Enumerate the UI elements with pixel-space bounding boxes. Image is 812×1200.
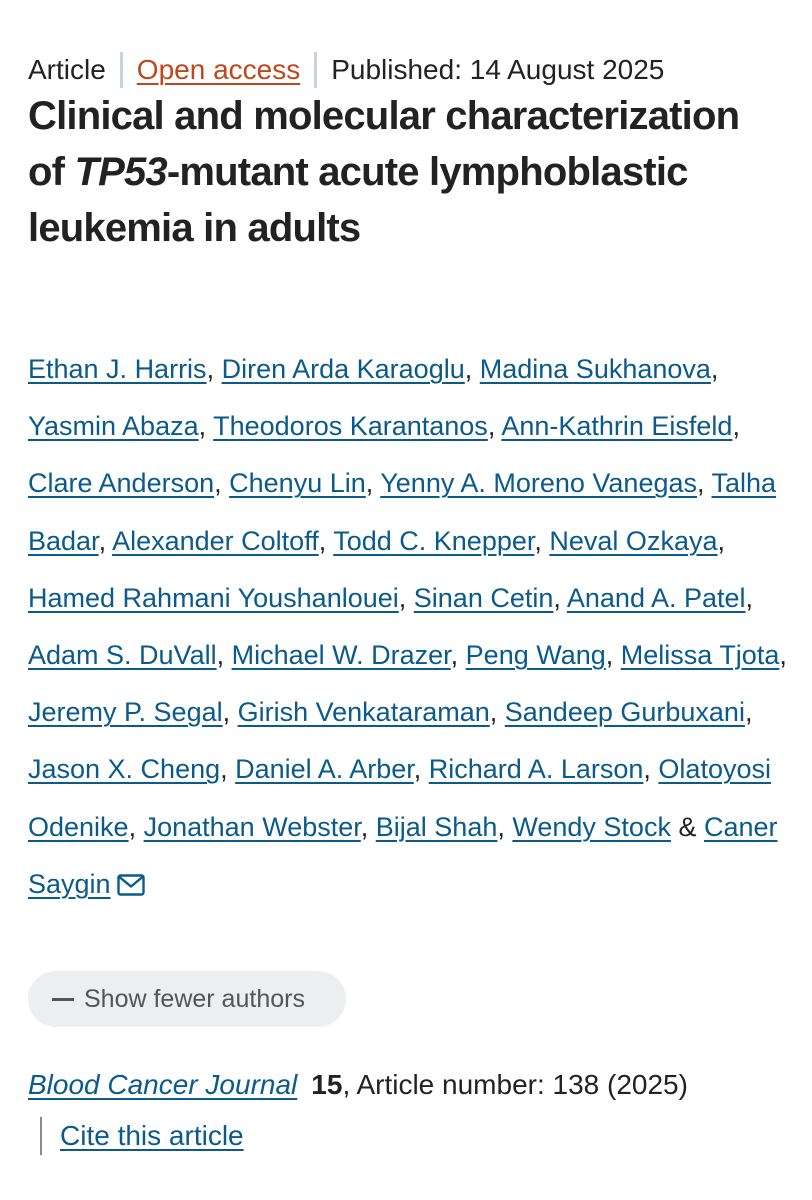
cite-section xyxy=(40,1116,244,1156)
author-link[interactable]: Todd C. Knepper xyxy=(333,525,535,556)
author-link[interactable]: Theodoros Karantanos xyxy=(213,411,488,442)
title-text-start: Clinical and molecular characterization of xyxy=(28,94,740,194)
author-list xyxy=(28,341,788,916)
author-link[interactable]: Sandeep Gurbuxani xyxy=(504,697,745,728)
author-link[interactable]: Girish Venkataraman xyxy=(237,697,490,728)
author-separator: , xyxy=(365,468,381,499)
author-separator: , xyxy=(360,811,376,842)
author-link[interactable]: Sinan Cetin xyxy=(413,582,554,613)
author-link[interactable]: Caner Saygin xyxy=(28,811,778,899)
author-link[interactable]: Madina Sukhanova xyxy=(479,354,711,384)
title-text-end: -mutant acute lymphoblastic leukemia in adults xyxy=(28,150,688,250)
author-link[interactable]: Chenyu Lin xyxy=(229,468,366,499)
meta-divider xyxy=(120,52,123,88)
author-link[interactable]: Michael W. Drazer xyxy=(231,640,451,671)
author-separator: , xyxy=(744,697,753,728)
author-separator: , xyxy=(487,411,502,442)
title-gene: TP53 xyxy=(74,150,167,194)
author-separator: , xyxy=(732,411,740,442)
author-link[interactable]: Adam S. DuVall xyxy=(28,640,217,671)
author-separator: , xyxy=(220,754,236,785)
author-link[interactable]: Ann-Kathrin Eisfeld xyxy=(501,411,733,442)
author-link[interactable]: Hamed Rahmani Youshanlouei xyxy=(28,582,399,613)
author-separator: , xyxy=(779,640,787,671)
author-link[interactable]: Diren Arda Karaoglu xyxy=(221,354,465,384)
author-link[interactable]: Neval Ozkaya xyxy=(549,525,718,556)
show-fewer-authors-button[interactable] xyxy=(28,971,346,1027)
mail-icon[interactable] xyxy=(117,859,145,916)
author-separator: , xyxy=(553,582,567,613)
author-link[interactable]: Richard A. Larson xyxy=(428,754,644,785)
author-link[interactable]: Alexander Coltoff xyxy=(112,525,319,556)
author-separator: , xyxy=(534,525,550,556)
meta-divider xyxy=(314,52,317,88)
author-link[interactable]: Jason X. Cheng xyxy=(28,754,221,785)
author-separator: , xyxy=(98,525,113,556)
author-link[interactable]: Daniel A. Arber xyxy=(235,754,414,785)
author-link[interactable]: Ethan J. Harris xyxy=(28,354,207,384)
article-title xyxy=(28,88,768,256)
journal-link[interactable]: Blood Cancer Journal xyxy=(28,1069,298,1100)
author-link[interactable]: Talha Badar xyxy=(28,468,777,556)
author-separator: , xyxy=(605,640,621,671)
author-separator: , xyxy=(717,525,725,556)
published-date: Published: 14 August 2025 xyxy=(331,54,665,85)
author-link[interactable]: Clare Anderson xyxy=(28,468,215,499)
journal-citation xyxy=(28,1065,688,1105)
author-separator: , xyxy=(216,640,232,671)
author-separator: , xyxy=(745,582,754,613)
author-link[interactable]: Jeremy P. Segal xyxy=(28,697,223,728)
author-separator: , xyxy=(222,697,238,728)
author-link[interactable]: Wendy Stock xyxy=(512,811,671,842)
show-fewer-label: Show fewer authors xyxy=(84,984,305,1013)
author-separator: , xyxy=(318,525,334,556)
author-link[interactable]: Bijal Shah xyxy=(375,811,498,842)
cite-divider xyxy=(40,1117,42,1155)
author-separator: , xyxy=(214,468,230,499)
author-separator: , xyxy=(497,811,513,842)
author-link[interactable]: Melissa Tjota xyxy=(620,640,780,671)
author-link[interactable]: Peng Wang xyxy=(465,640,606,671)
article-type: Article xyxy=(28,54,106,85)
author-separator: , xyxy=(489,697,505,728)
open-access-link[interactable]: Open access xyxy=(136,54,301,85)
author-separator: , xyxy=(398,582,414,613)
author-separator: , xyxy=(198,411,214,442)
author-link[interactable]: Yenny A. Moreno Vanegas xyxy=(380,468,698,499)
author-link[interactable]: Yasmin Abaza xyxy=(28,411,199,442)
author-separator: , xyxy=(413,754,429,785)
author-separator: , xyxy=(450,640,466,671)
journal-details: , Article number: 138 (2025) xyxy=(342,1069,688,1100)
author-separator: , xyxy=(206,354,222,384)
author-separator: & xyxy=(670,811,704,842)
author-separator: , xyxy=(464,354,480,384)
author-separator: , xyxy=(643,754,659,785)
journal-volume: 15 xyxy=(311,1069,343,1100)
author-link[interactable]: Anand A. Patel xyxy=(566,582,746,613)
cite-this-article-link[interactable]: Cite this article xyxy=(60,1120,244,1151)
author-separator: , xyxy=(697,468,712,499)
author-link[interactable]: Jonathan Webster xyxy=(143,811,361,842)
author-separator: , xyxy=(710,354,719,384)
author-separator: , xyxy=(128,811,144,842)
article-meta xyxy=(28,50,664,90)
minus-icon xyxy=(52,998,74,1001)
author-link[interactable]: Olatoyosi Odenike xyxy=(28,754,771,842)
